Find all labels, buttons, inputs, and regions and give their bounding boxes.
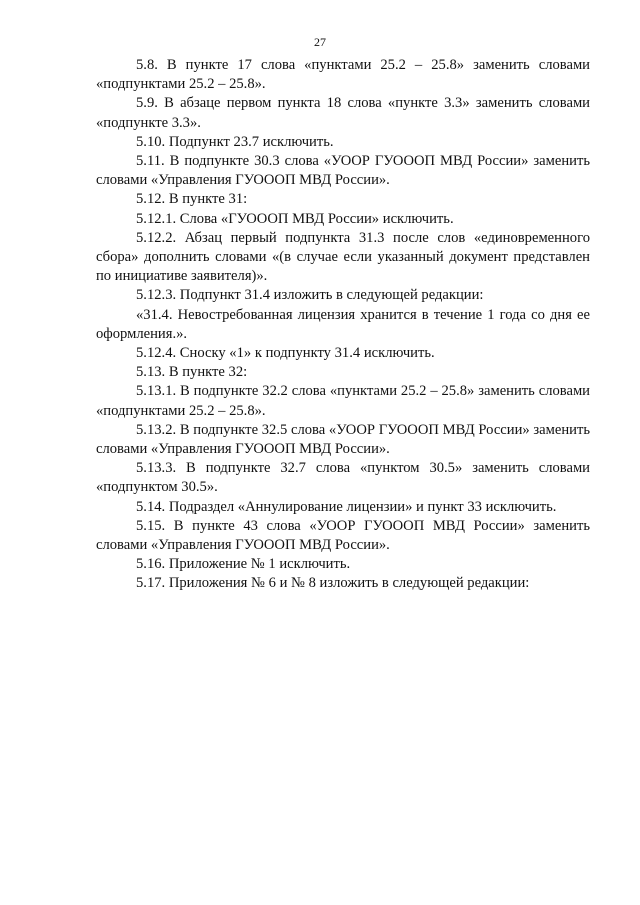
paragraph-5-12-1: 5.12.1. Слова «ГУОООП МВД России» исключить.: [136, 210, 454, 227]
paragraph-5-14: 5.14. Подраздел «Аннулирование лицензии» и пункт 33 исключить.: [136, 498, 557, 515]
page-number: 27: [314, 35, 326, 49]
paragraph-5-16: 5.16. Приложение № 1 исключить.: [136, 556, 351, 573]
paragraph-5-11: 5.11. В подпункте 30.3 слова «УООР ГУОООП МВД России» заменить словами «Управления ГУОООП МВД России».: [96, 153, 590, 189]
paragraph-5-13-2: 5.13.2. В подпункте 32.5 слова «УООР ГУОООП МВД России» заменить словами «Управления ГУОООП МВД России».: [96, 421, 590, 458]
paragraph-5-15: 5.15. В пункте 43 слова «УООР ГУОООП МВД России» заменить словами «Управления ГУОООП МВД России».: [96, 517, 590, 554]
paragraph-5-17: 5.17. Приложения № 6 и № 8 изложить в следующей редакции:: [136, 575, 530, 592]
paragraph-5-13-3: 5.13.3. В подпункте 32.7 слова «пунктом 30.5» заменить словами «подпунктом 30.5».: [96, 460, 590, 496]
paragraph-5-12: 5.12. В пункте 31:: [136, 191, 248, 208]
paragraph-5-9: 5.9. В абзаце первом пункта 18 слова «пункте 3.3» заменить словами «подпункте 3.3».: [96, 95, 590, 131]
paragraph-5-13: 5.13. В пункте 32:: [136, 364, 248, 381]
paragraph-5-12-4: 5.12.4. Сноску «1» к подпункту 31.4 исключить.: [136, 345, 435, 362]
paragraph-5-12-2: 5.12.2. Абзац первый подпункта 31.3 после слов «единовременного сбора» дополнить словами «(в случае если указанный документ представлен по инициативе заявителя)».: [96, 229, 590, 285]
quoted-paragraph-31-4: «31.4. Невостребованная лицензия хранится в течение 1 года со дня ее оформления.».: [96, 306, 590, 342]
paragraph-5-10: 5.10. Подпункт 23.7 исключить.: [136, 133, 334, 150]
paragraph-5-13-1: 5.13.1. В подпункте 32.2 слова «пунктами 25.2 – 25.8» заменить словами «подпунктами 25.2 – 25.8».: [96, 383, 590, 419]
paragraph-5-12-3: 5.12.3. Подпункт 31.4 изложить в следующей редакции:: [136, 287, 484, 304]
document-body: [96, 56, 590, 594]
paragraph-5-8: 5.8. В пункте 17 слова «пунктами 25.2 – 25.8» заменить словами «подпунктами 25.2 – 25.8».: [96, 57, 590, 93]
